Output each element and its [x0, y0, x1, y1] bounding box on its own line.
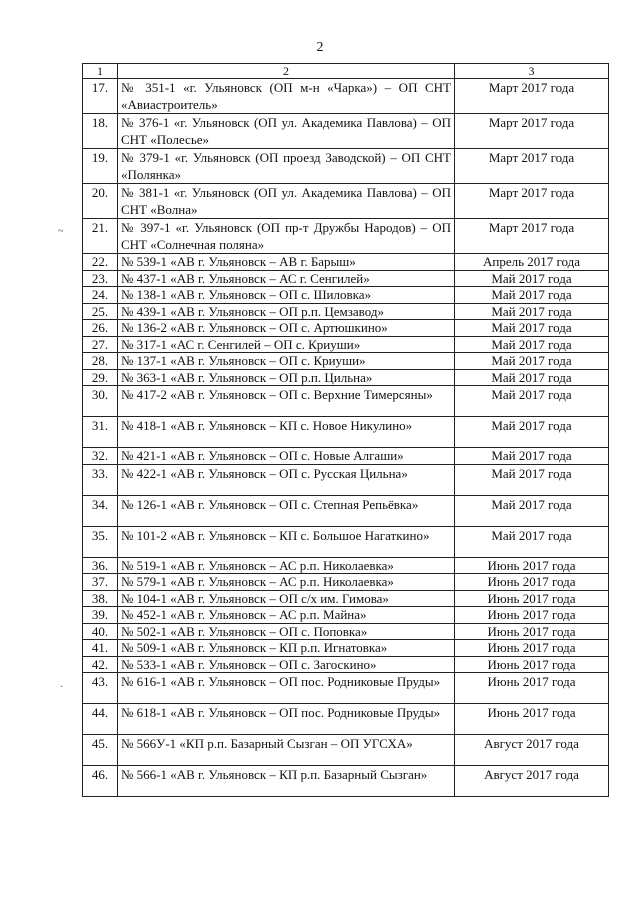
- route-cell: № 101-2 «АВ г. Ульяновск – КП с. Большое Нагаткино»: [118, 526, 455, 557]
- route-cell: № 566-1 «АВ г. Ульяновск – КП р.п. Базарный Сызган»: [118, 766, 455, 797]
- table-row: [83, 79, 609, 114]
- table-row: [83, 448, 609, 465]
- date-cell: Май 2017 года: [455, 464, 609, 495]
- row-number-cell: 44.: [83, 704, 118, 735]
- route-cell: № 616-1 «АВ г. Ульяновск – ОП пос. Родниковые Пруды»: [118, 673, 455, 704]
- route-cell: № 317-1 «АС г. Сенгилей – ОП с. Криуши»: [118, 336, 455, 353]
- date-cell: Май 2017 года: [455, 369, 609, 386]
- route-cell: № 104-1 «АВ г. Ульяновск – ОП с/х им. Гимова»: [118, 590, 455, 607]
- date-cell: Май 2017 года: [455, 417, 609, 448]
- row-number-cell: 19.: [83, 149, 118, 184]
- date-cell: Март 2017 года: [455, 149, 609, 184]
- date-cell: Июнь 2017 года: [455, 673, 609, 704]
- row-number-cell: 28.: [83, 353, 118, 370]
- date-cell: Май 2017 года: [455, 448, 609, 465]
- route-cell: № 533-1 «АВ г. Ульяновск – ОП с. Загоскино»: [118, 656, 455, 673]
- date-cell: Июнь 2017 года: [455, 574, 609, 591]
- table-header-row: [83, 64, 609, 79]
- row-number-cell: 31.: [83, 417, 118, 448]
- table-row: [83, 464, 609, 495]
- table-row: [83, 590, 609, 607]
- date-cell: Май 2017 года: [455, 495, 609, 526]
- table-row: [83, 673, 609, 704]
- table-row: [83, 623, 609, 640]
- route-cell: № 351-1 «г. Ульяновск (ОП м-н «Чарка») – ОП СНТ «Авиастроитель»: [118, 79, 455, 114]
- table-row: [83, 607, 609, 624]
- date-cell: Август 2017 года: [455, 766, 609, 797]
- table-row: [83, 149, 609, 184]
- row-number-cell: 39.: [83, 607, 118, 624]
- table-row: [83, 254, 609, 271]
- date-cell: Июнь 2017 года: [455, 640, 609, 657]
- date-cell: Март 2017 года: [455, 79, 609, 114]
- table-row: [83, 574, 609, 591]
- route-cell: № 418-1 «АВ г. Ульяновск – КП с. Новое Никулино»: [118, 417, 455, 448]
- table-row: [83, 656, 609, 673]
- route-cell: № 417-2 «АВ г. Ульяновск – ОП с. Верхние Тимерсяны»: [118, 386, 455, 417]
- table-row: [83, 640, 609, 657]
- date-cell: Май 2017 года: [455, 526, 609, 557]
- row-number-cell: 38.: [83, 590, 118, 607]
- row-number-cell: 24.: [83, 287, 118, 304]
- date-cell: Март 2017 года: [455, 114, 609, 149]
- route-cell: № 422-1 «АВ г. Ульяновск – ОП с. Русская Цильна»: [118, 464, 455, 495]
- route-cell: № 381-1 «г. Ульяновск (ОП ул. Академика Павлова) – ОП СНТ «Волна»: [118, 184, 455, 219]
- table-row: [83, 417, 609, 448]
- row-number-cell: 40.: [83, 623, 118, 640]
- table-row: [83, 114, 609, 149]
- row-number-cell: 43.: [83, 673, 118, 704]
- date-cell: Май 2017 года: [455, 336, 609, 353]
- row-number-cell: 41.: [83, 640, 118, 657]
- row-number-cell: 26.: [83, 320, 118, 337]
- route-cell: № 579-1 «АВ г. Ульяновск – АС р.п. Николаевка»: [118, 574, 455, 591]
- date-cell: Июнь 2017 года: [455, 590, 609, 607]
- table-row: [83, 219, 609, 254]
- table-row: [83, 557, 609, 574]
- route-cell: № 502-1 «АВ г. Ульяновск – ОП с. Поповка»: [118, 623, 455, 640]
- table-row: [83, 184, 609, 219]
- route-cell: № 519-1 «АВ г. Ульяновск – АС р.п. Николаевка»: [118, 557, 455, 574]
- date-cell: Июнь 2017 года: [455, 656, 609, 673]
- route-cell: № 509-1 «АВ г. Ульяновск – КП р.п. Игнатовка»: [118, 640, 455, 657]
- row-number-cell: 35.: [83, 526, 118, 557]
- date-cell: Март 2017 года: [455, 184, 609, 219]
- row-number-cell: 45.: [83, 735, 118, 766]
- row-number-cell: 33.: [83, 464, 118, 495]
- date-cell: Июнь 2017 года: [455, 704, 609, 735]
- table-row: [83, 353, 609, 370]
- header-cell: 3: [455, 64, 609, 79]
- row-number-cell: 37.: [83, 574, 118, 591]
- row-number-cell: 46.: [83, 766, 118, 797]
- date-cell: Август 2017 года: [455, 735, 609, 766]
- date-cell: Июнь 2017 года: [455, 607, 609, 624]
- row-number-cell: 30.: [83, 386, 118, 417]
- route-cell: № 136-2 «АВ г. Ульяновск – ОП с. Артюшкино»: [118, 320, 455, 337]
- row-number-cell: 21.: [83, 219, 118, 254]
- header-cell: 2: [118, 64, 455, 79]
- margin-mark: ~: [58, 226, 64, 237]
- date-cell: Март 2017 года: [455, 219, 609, 254]
- date-cell: Май 2017 года: [455, 303, 609, 320]
- row-number-cell: 42.: [83, 656, 118, 673]
- table-row: [83, 495, 609, 526]
- date-cell: Апрель 2017 года: [455, 254, 609, 271]
- date-cell: Май 2017 года: [455, 320, 609, 337]
- row-number-cell: 32.: [83, 448, 118, 465]
- route-cell: № 618-1 «АВ г. Ульяновск – ОП пос. Родниковые Пруды»: [118, 704, 455, 735]
- table-row: [83, 270, 609, 287]
- route-cell: № 437-1 «АВ г. Ульяновск – АС г. Сенгилей»: [118, 270, 455, 287]
- route-cell: № 452-1 «АВ г. Ульяновск – АС р.п. Майна»: [118, 607, 455, 624]
- row-number-cell: 18.: [83, 114, 118, 149]
- route-cell: № 376-1 «г. Ульяновск (ОП ул. Академика Павлова) – ОП СНТ «Полесье»: [118, 114, 455, 149]
- date-cell: Июнь 2017 года: [455, 557, 609, 574]
- route-cell: № 439-1 «АВ г. Ульяновск – ОП р.п. Цемзавод»: [118, 303, 455, 320]
- row-number-cell: 36.: [83, 557, 118, 574]
- table-row: [83, 369, 609, 386]
- date-cell: Май 2017 года: [455, 270, 609, 287]
- table-row: [83, 336, 609, 353]
- margin-mark: ·: [60, 682, 64, 693]
- table-row: [83, 303, 609, 320]
- row-number-cell: 17.: [83, 79, 118, 114]
- schedule-table: [82, 63, 609, 797]
- route-cell: № 126-1 «АВ г. Ульяновск – ОП с. Степная Репьёвка»: [118, 495, 455, 526]
- row-number-cell: 27.: [83, 336, 118, 353]
- route-cell: № 379-1 «г. Ульяновск (ОП проезд Заводской) – ОП СНТ «Полянка»: [118, 149, 455, 184]
- header-cell: 1: [83, 64, 118, 79]
- table-row: [83, 735, 609, 766]
- table-row: [83, 386, 609, 417]
- date-cell: Май 2017 года: [455, 287, 609, 304]
- row-number-cell: 22.: [83, 254, 118, 271]
- table-row: [83, 320, 609, 337]
- route-cell: № 566У-1 «КП р.п. Базарный Сызган – ОП УГСХА»: [118, 735, 455, 766]
- table-row: [83, 526, 609, 557]
- date-cell: Май 2017 года: [455, 353, 609, 370]
- route-cell: № 137-1 «АВ г. Ульяновск – ОП с. Криуши»: [118, 353, 455, 370]
- table-row: [83, 766, 609, 797]
- date-cell: Июнь 2017 года: [455, 623, 609, 640]
- row-number-cell: 29.: [83, 369, 118, 386]
- route-cell: № 138-1 «АВ г. Ульяновск – ОП с. Шиловка»: [118, 287, 455, 304]
- table-row: [83, 287, 609, 304]
- route-cell: № 397-1 «г. Ульяновск (ОП пр-т Дружбы Народов) – ОП СНТ «Солнечная поляна»: [118, 219, 455, 254]
- row-number-cell: 20.: [83, 184, 118, 219]
- route-cell: № 421-1 «АВ г. Ульяновск – ОП с. Новые Алгаши»: [118, 448, 455, 465]
- route-cell: № 363-1 «АВ г. Ульяновск – ОП р.п. Цильна»: [118, 369, 455, 386]
- row-number-cell: 25.: [83, 303, 118, 320]
- date-cell: Май 2017 года: [455, 386, 609, 417]
- row-number-cell: 34.: [83, 495, 118, 526]
- table-row: [83, 704, 609, 735]
- page-number: 2: [316, 40, 324, 55]
- row-number-cell: 23.: [83, 270, 118, 287]
- route-cell: № 539-1 «АВ г. Ульяновск – АВ г. Барыш»: [118, 254, 455, 271]
